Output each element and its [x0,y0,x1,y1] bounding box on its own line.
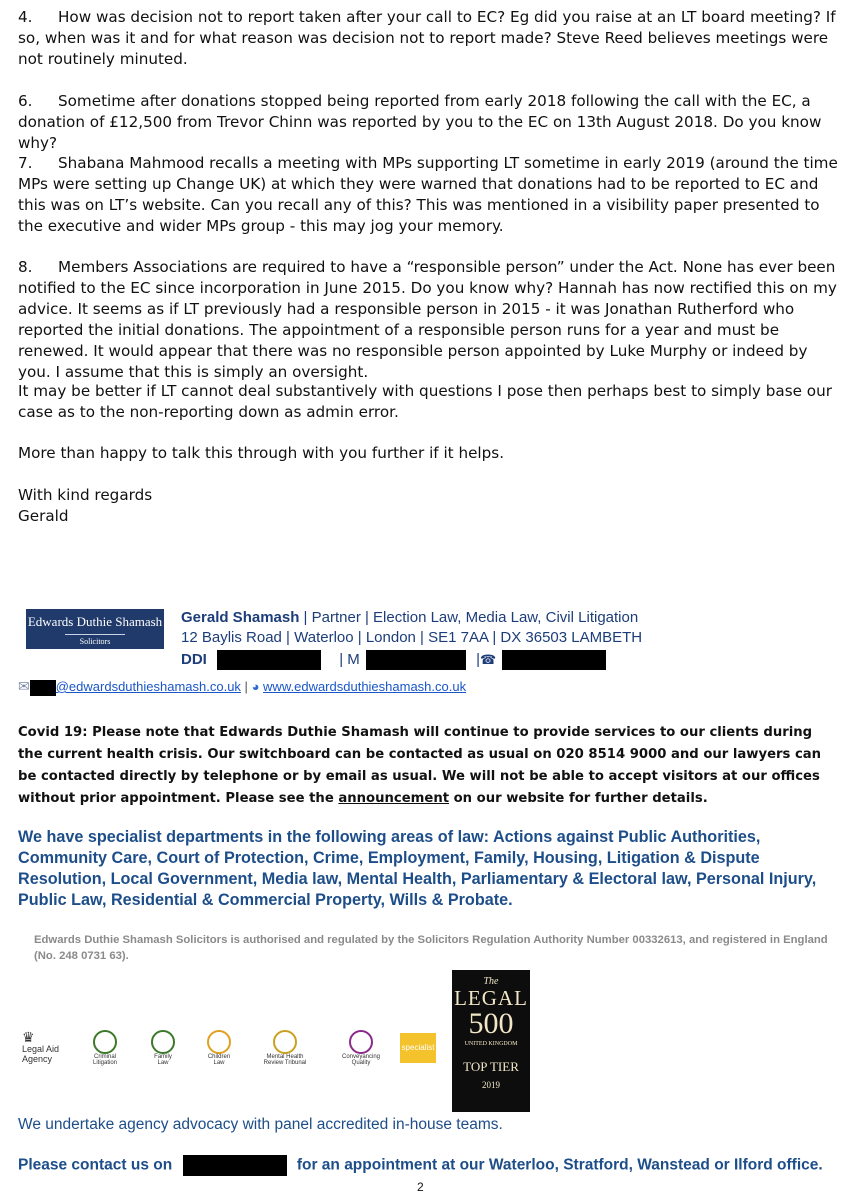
accred-line1: Legal Aid [22,1044,60,1054]
announcement-link[interactable]: announcement [338,791,450,806]
paragraph-text: How was decision not to report taken after your call to EC? Eg did you raise at an LT board meeting? If so, when was it and for what reason was decision not to report made? Steve Reed believes meetings were not routinely minuted. [18,8,836,68]
accreditation-badge-icon [349,1030,373,1054]
signature-name-line [181,609,638,627]
paragraph-text: Members Associations are required to have a “responsible person” under the Act. None has ever been notified to the EC since incorporation in June 2015. Do you know why? Hannah has now rectified this on my advice. It seems as if LT previously had a responsible person in 2015 - it was Jonathan Rutherford who reported the initial donations. The appointment of a responsible person runs for a year and must be renewed. It would appear that there was no responsible person appointed by Luke Murphy or indeed by you. I assume that this is simply an oversight. [18,258,837,381]
globe-icon: ◕ [251,679,260,694]
covid-text: Covid 19: Please note that Edwards Duthie Shamash will continue to provide services to our clients during the current health crisis. Our switchboard can be contacted as usual on 020 8514 9000 and our lawyers can be contacted directly by telephone or by email as usual. We will not be able to accept visitors at our offices without prior appointment. Please see the [18,725,822,806]
mental-health-badge [250,1030,320,1070]
redaction-contact-number [183,1155,287,1176]
logo-solicitors: Solicitors [65,634,125,646]
link-separator: | [244,679,248,694]
conveyancing-quality-badge [326,1030,396,1070]
signature-role: | Partner | Election Law, Media Law, Civil Litigation [299,609,639,626]
accred-line2: Agency [22,1054,53,1064]
accred-line2: Review Tribunal [263,1060,307,1066]
phone-icon: ☎ [480,651,497,667]
legal500-legal: LEGAL [454,986,528,1010]
logo-firm-name: Edwards Duthie Shamash [27,614,163,629]
paragraph-6 [18,91,838,154]
redaction-email [30,680,56,696]
covid-text-end: on our website for further details. [449,791,708,806]
paragraph-text: Sometime after donations stopped being reported from early 2018 following the call with the EC, a donation of £12,500 from Trevor Chinn was reported by you to the EC on 13th August 2018. Do you know why? [18,92,822,152]
accred-line1: Conveyancing [341,1054,381,1060]
page-number: 2 [417,1180,424,1194]
children-law-badge [192,1030,246,1070]
legal500-tier: TOP TIER [463,1059,519,1074]
accred-line2: Law [157,1060,169,1066]
envelope-icon: ✉ [18,678,30,694]
contact-line [18,1155,823,1176]
family-law-badge [136,1030,190,1070]
specialist-badge [400,1033,436,1063]
crest-icon: ♛ [22,1029,35,1045]
accred-line2: Litigation [92,1060,118,1066]
signature-phone-line [181,650,606,670]
legal500-number: 500 [468,1007,514,1040]
paragraph-8 [18,257,838,383]
accred-line2: Law [213,1060,225,1066]
regards: With kind regards [18,486,153,504]
contact-after: for an appointment at our Waterloo, Stratford, Wanstead or Ilford office. [296,1156,823,1174]
paragraph-text: Shabana Mahmood recalls a meeting with MPs supporting LT sometime in early 2019 (around the time MPs were setting up Change UK) at which they were warned that donations had to be reported to EC and this was on LT’s website. Can you recall any of this? This was mentioned in a visibility paper presented to the executive and wider MPs group - this may jog your memory. [18,154,838,235]
accred-line1: Mental Health [266,1054,304,1060]
signature-name: Gerald Shamash [181,609,300,626]
legal500-country: UNITED KINGDOM [464,1041,518,1047]
firm-logo [26,609,164,649]
legal-aid-agency-logo [22,1030,64,1070]
email-link[interactable]: @edwardsduthieshamash.co.uk [55,679,241,694]
accred-line1: Children [207,1054,231,1060]
criminal-litigation-badge [78,1030,132,1070]
paragraph-4 [18,7,838,70]
departments-text: We have specialist departments in the following areas of law: Actions against Public Authorities, Community Care, Court of Protection, Crime, Employment, Family, Housing, Litigation & Dispute Resolution, Local Government, Media law, Mental Health, Parliamentary & Electoral law, Personal Injury, Public Law, Residential & Commercial Property, Wills & Probate. [18,828,817,909]
legal500-year: 2019 [482,1080,500,1090]
signature-address: 12 Baylis Road | Waterloo | London | SE1 7AA | DX 36503 LAMBETH [181,629,643,646]
redaction-ddi [217,650,321,670]
contact-before: Please contact us on [18,1156,173,1174]
accred-line1: specialist [401,1043,435,1052]
regulation-text: Edwards Duthie Shamash Solicitors is authorised and regulated by the Solicitors Regulation Authority Number 00332613, and registered in England (No. 248 0731 63). [34,934,828,962]
legal-500-badge [452,970,530,1112]
accreditation-badge-icon [273,1030,297,1054]
accreditation-badge-icon [207,1030,231,1054]
accreditation-badge-icon [151,1030,175,1054]
legal500-the: The [483,976,499,987]
paragraph-number: 4. [18,8,33,26]
ddi-label: DDI [181,650,207,668]
accreditation-badge-icon [93,1030,117,1054]
accred-line2: Quality [351,1060,371,1066]
paragraph-7 [18,153,838,237]
sender-name: Gerald [18,507,69,525]
closing-paragraph: It may be better if LT cannot deal substantively with questions I pose then perhaps best to simply base our case as to the non-reporting down as admin error. [18,382,832,421]
paragraph-number: 7. [18,154,33,172]
paragraph-number: 6. [18,92,33,110]
closing-offer: More than happy to talk this through with you further if it helps. [18,444,505,462]
accred-line1: Criminal [93,1054,116,1060]
covid-notice [18,722,838,810]
email-row [18,678,466,696]
mobile-label: | M [339,650,360,668]
phone-separator: | [476,650,480,668]
agency-text: We undertake agency advocacy with panel accredited in-house teams. [18,1116,503,1133]
website-link[interactable]: www.edwardsduthieshamash.co.uk [263,679,467,694]
accred-line1: Family [154,1054,172,1060]
redaction-phone [502,650,606,670]
redaction-mobile [366,650,466,670]
paragraph-number: 8. [18,258,33,276]
